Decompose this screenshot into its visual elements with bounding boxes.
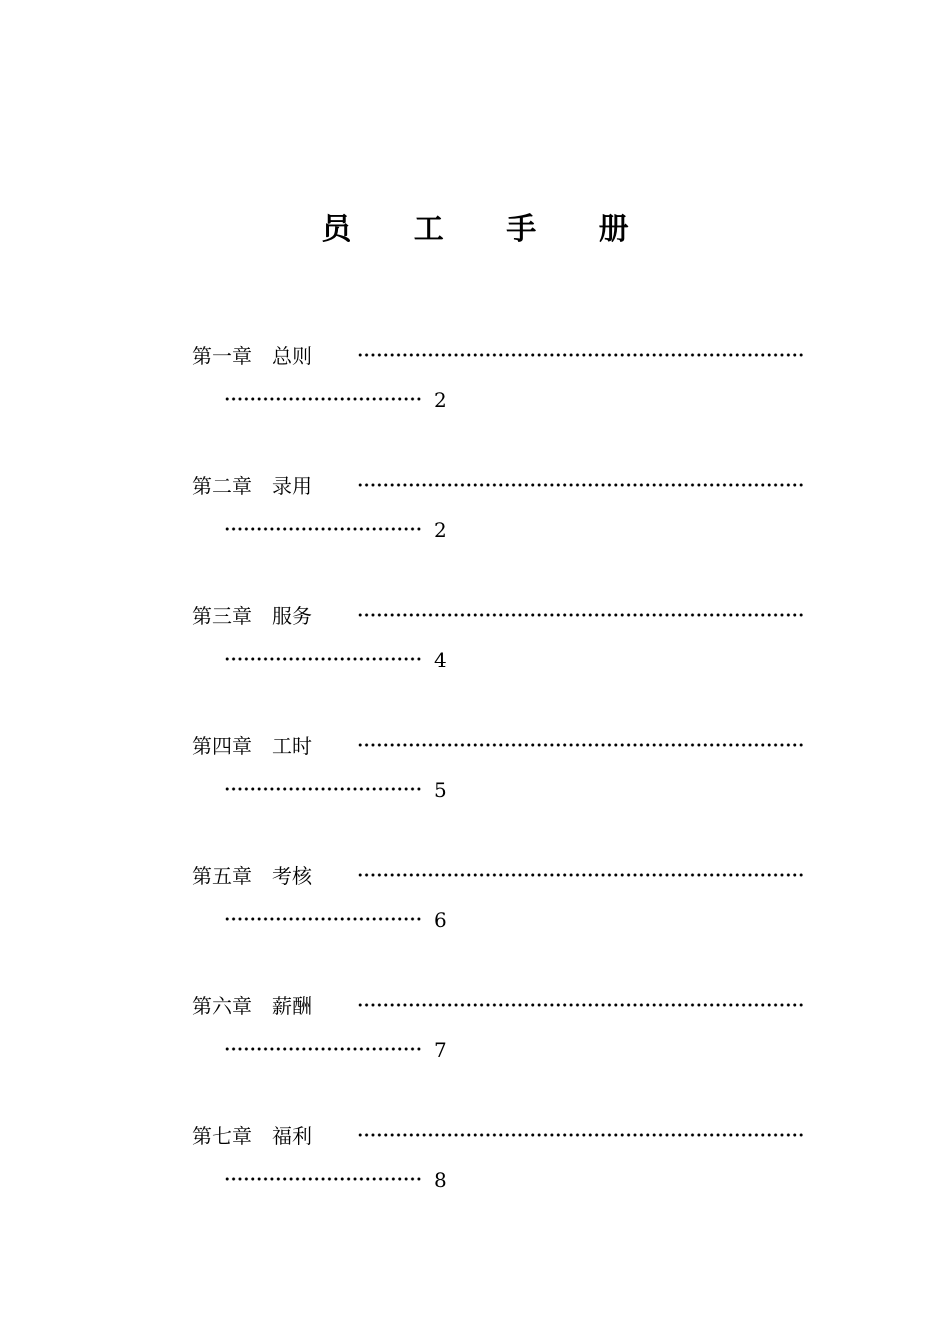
toc-chapter-label [192,470,312,502]
toc-entry[interactable] [0,856,950,986]
toc-chapter-number: 第五章 [192,864,252,888]
toc-chapter-name: 考核 [272,864,312,888]
toc-entry[interactable] [0,466,950,596]
toc-page-number: 7 [434,1038,447,1062]
toc-dot-leader [224,916,422,922]
toc-chapter-label [192,600,312,632]
toc-dot-leader [357,1002,805,1008]
toc-dot-leader [357,612,805,618]
toc-chapter-number: 第三章 [192,604,252,628]
toc-chapter-number: 第四章 [192,734,252,758]
page-title: 员 工 手 册 [321,212,655,247]
toc-dot-leader [224,396,422,402]
toc-dot-leader [224,1176,422,1182]
toc-chapter-name: 薪酬 [272,994,312,1018]
toc-chapter-label [192,860,312,892]
toc-chapter-name: 服务 [272,604,312,628]
toc-chapter-number: 第六章 [192,994,252,1018]
toc-dot-leader [357,1132,805,1138]
toc-dot-leader [224,526,422,532]
table-of-contents [0,336,950,1246]
toc-page-number: 2 [434,518,447,542]
toc-page-number: 8 [434,1168,447,1192]
toc-dot-leader [224,786,422,792]
toc-dot-leader [224,656,422,662]
toc-entry[interactable] [0,726,950,856]
toc-chapter-label [192,1120,312,1152]
toc-dot-leader [357,872,805,878]
toc-entry[interactable] [0,596,950,726]
toc-page-number: 6 [434,908,447,932]
toc-page-number: 5 [434,778,447,802]
toc-chapter-number: 第一章 [192,344,252,368]
toc-dot-leader [357,742,805,748]
toc-entry[interactable] [0,986,950,1116]
toc-dot-leader [357,352,805,358]
toc-chapter-number: 第二章 [192,474,252,498]
toc-dot-leader [357,482,805,488]
toc-chapter-name: 工时 [272,734,312,758]
toc-page-number: 2 [434,388,447,412]
toc-chapter-name: 总则 [272,344,312,368]
toc-chapter-label [192,730,312,762]
toc-page-number: 4 [434,648,447,672]
toc-chapter-label [192,340,312,372]
toc-entry[interactable] [0,336,950,466]
toc-chapter-label [192,990,312,1022]
toc-chapter-name: 福利 [272,1124,312,1148]
toc-dot-leader [224,1046,422,1052]
toc-chapter-number: 第七章 [192,1124,252,1148]
toc-entry[interactable] [0,1116,950,1246]
toc-chapter-name: 录用 [272,474,312,498]
